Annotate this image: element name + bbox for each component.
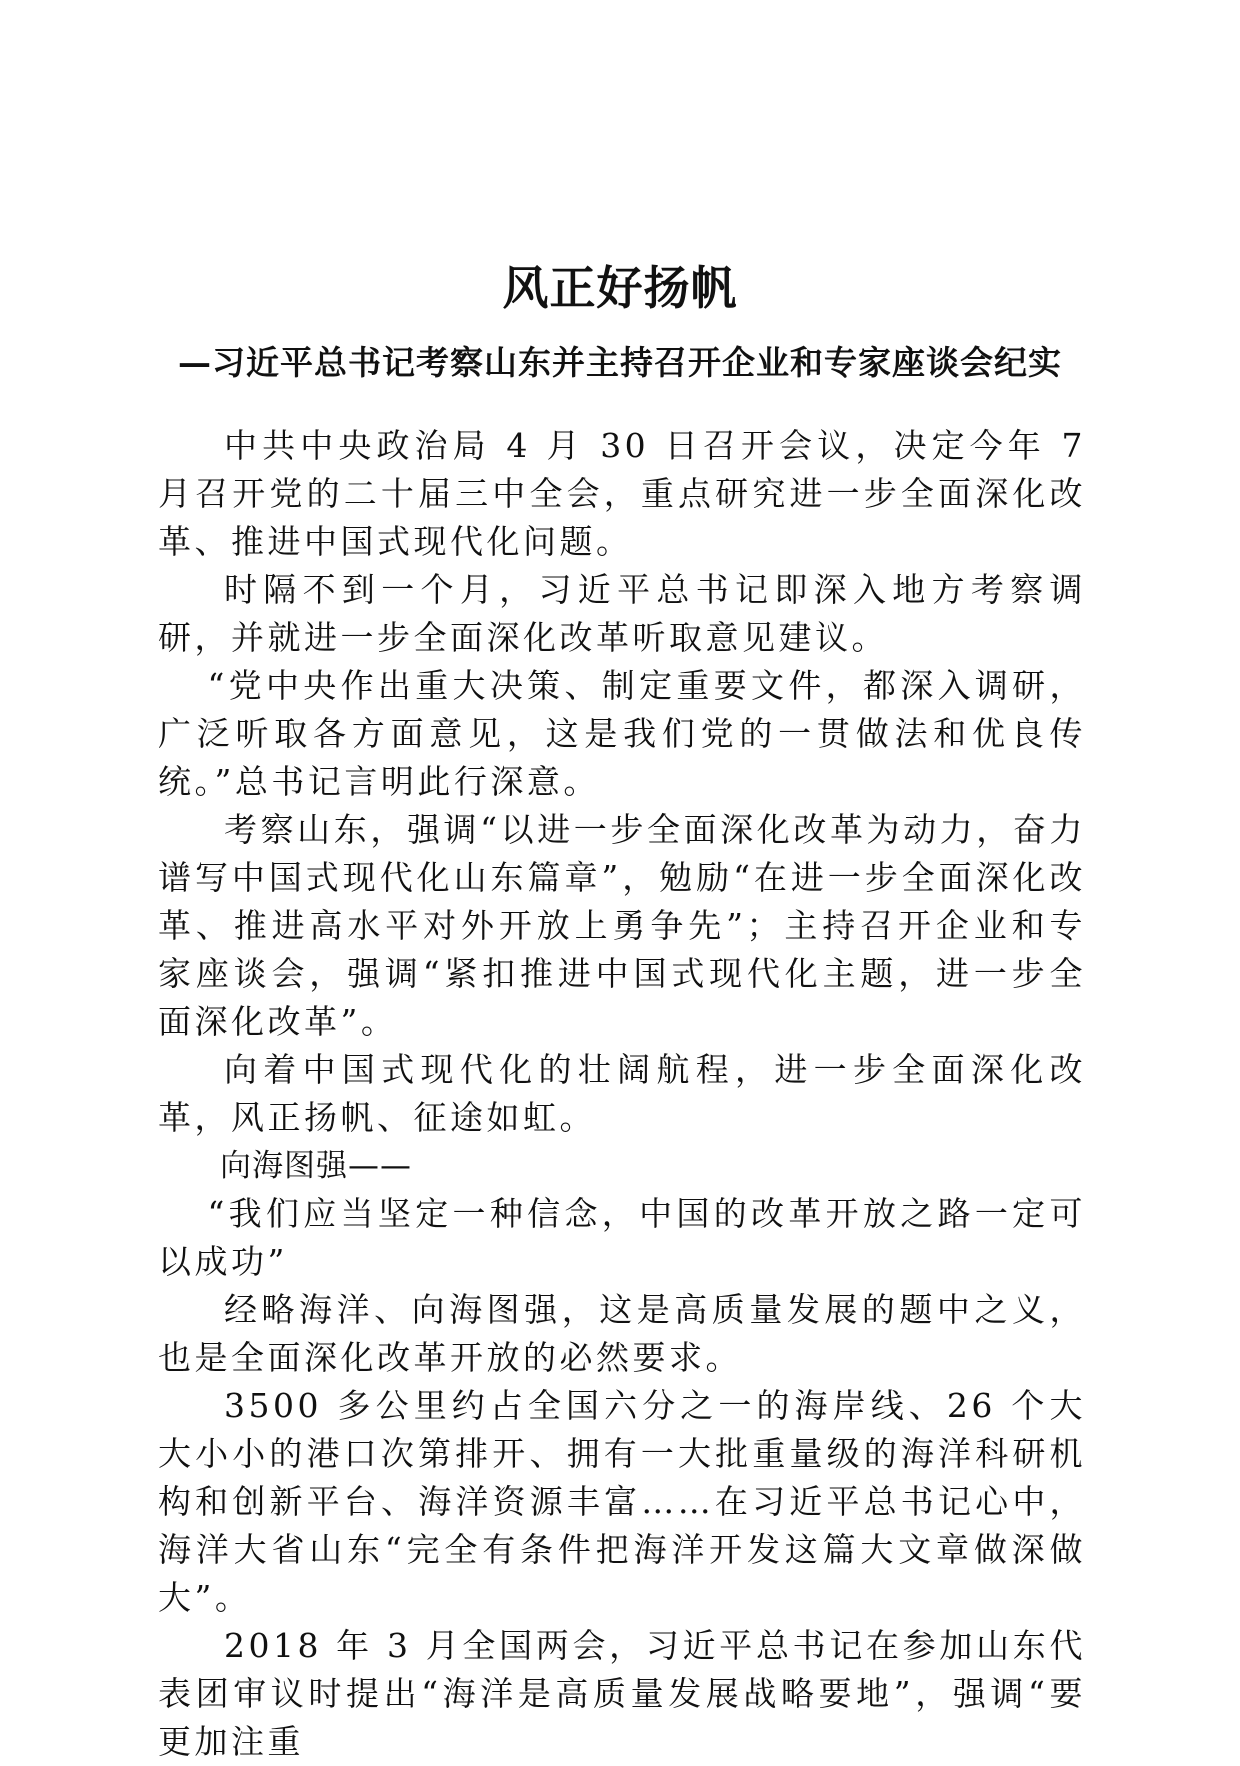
paragraph: 中共中央政治局 4 月 30 日召开会议，决定今年 7 月召开党的二十届三中全会，重点研究进一步全面深化改革、推进中国式现代化问题。 <box>158 426 1086 561</box>
paragraph: 经略海洋、向海图强，这是高质量发展的题中之义，也是全面深化改革开放的必然要求。 <box>158 1290 1086 1377</box>
paragraph: 时隔不到一个月，习近平总书记即深入地方考察调研，并就进一步全面深化改革听取意见建议。 <box>158 570 1086 657</box>
paragraph: “党中央作出重大决策、制定重要文件，都深入调研，广泛听取各方面意见，这是我们党的一贯做法和优良传统。”总书记言明此行深意。 <box>158 666 1086 801</box>
document-title: 风正好扬帆 <box>502 261 738 315</box>
paragraph: “我们应当坚定一种信念，中国的改革开放之路一定可以成功” <box>158 1194 1086 1281</box>
paragraph: 向着中国式现代化的壮阔航程，进一步全面深化改革，风正扬帆、征途如虹。 <box>158 1050 1086 1137</box>
document-body <box>158 422 1086 1766</box>
section-heading: 向海图强—— <box>220 1148 412 1184</box>
paragraph: 2018 年 3 月全国两会，习近平总书记在参加山东代表团审议时提出“海洋是高质量发展战略要地”，强调“要更加注重 <box>158 1626 1086 1761</box>
paragraph: 考察山东，强调“以进一步全面深化改革为动力，奋力谱写中国式现代化山东篇章”，勉励“在进一步全面深化改革、推进高水平对外开放上勇争先”；主持召开企业和专家座谈会，强调“紧扣推进中国式现代化主题，进一步全面深化改革”。 <box>158 810 1086 1041</box>
document-subtitle: —习近平总书记考察山东并主持召开企业和专家座谈会纪实 <box>178 343 1062 382</box>
paragraph: 3500 多公里约占全国六分之一的海岸线、26 个大大小小的港口次第排开、拥有一大批重量级的海洋科研机构和创新平台、海洋资源丰富……在习近平总书记心中，海洋大省山东“完全有条件把海洋开发这篇大文章做深做大”。 <box>158 1386 1086 1617</box>
